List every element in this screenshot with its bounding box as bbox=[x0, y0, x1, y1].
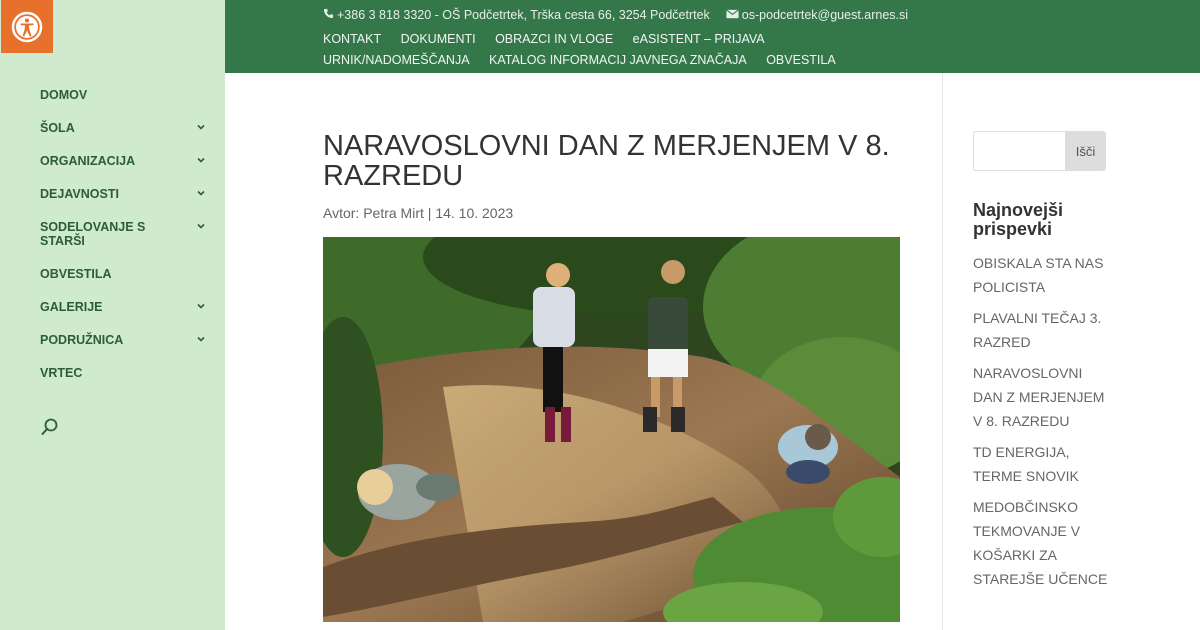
sidebar-item-label: PODRUŽNICA bbox=[40, 333, 124, 347]
top-nav-link-6[interactable]: OBVESTILA bbox=[766, 53, 836, 67]
accessibility-button[interactable] bbox=[1, 0, 53, 53]
email-text: os-podcetrtek@guest.arnes.si bbox=[741, 8, 909, 22]
email-link[interactable] bbox=[726, 8, 908, 22]
sidebar-item-5[interactable] bbox=[40, 267, 210, 281]
accessibility-icon bbox=[11, 11, 43, 43]
meta-separator: | bbox=[427, 205, 432, 221]
search-icon bbox=[40, 417, 60, 437]
sidebar-item-4[interactable] bbox=[40, 220, 210, 248]
sidebar-item-label: ORGANIZACIJA bbox=[40, 154, 136, 168]
sidebar-search-form bbox=[973, 131, 1106, 171]
top-nav-link-1[interactable]: DOKUMENTI bbox=[400, 32, 476, 46]
top-nav-link-0[interactable]: KONTAKT bbox=[323, 32, 382, 46]
chevron-down-icon[interactable] bbox=[196, 334, 206, 344]
envelope-icon bbox=[726, 8, 739, 22]
phone-address-text: +386 3 818 3320 - OŠ Podčetrtek, Trška cesta 66, 3254 Podčetrtek bbox=[337, 8, 710, 22]
sidebar-item-label: GALERIJE bbox=[40, 300, 103, 314]
sidebar-item-7[interactable] bbox=[40, 333, 210, 347]
recent-posts-list bbox=[973, 251, 1108, 591]
recent-post-link[interactable]: OBISKALA STA NAS POLICISTA bbox=[973, 255, 1104, 295]
sidebar-item-0[interactable] bbox=[40, 88, 210, 102]
top-header bbox=[225, 0, 1200, 73]
top-nav-link-3[interactable]: eASISTENT – PRIJAVA bbox=[632, 32, 765, 46]
search-input[interactable] bbox=[973, 131, 1065, 171]
left-sidebar bbox=[0, 0, 225, 630]
recent-post-link[interactable]: MEDOBČINSKO TEKMOVANJE V KOŠARKI ZA STAREJŠE UČENCE bbox=[973, 499, 1108, 587]
recent-post-link[interactable]: NARAVOSLOVNI DAN Z MERJENJEM V 8. RAZREDU bbox=[973, 365, 1105, 429]
sidebar-item-8[interactable] bbox=[40, 366, 210, 380]
top-nav-link-5[interactable]: KATALOG INFORMACIJ JAVNEGA ZNAČAJA bbox=[489, 53, 747, 67]
chevron-down-icon[interactable] bbox=[196, 188, 206, 198]
chevron-down-icon[interactable] bbox=[196, 122, 206, 132]
post-title: NARAVOSLOVNI DAN Z MERJENJEM V 8. RAZREDU bbox=[323, 130, 890, 192]
sidebar-item-1[interactable] bbox=[40, 121, 210, 135]
sidebar-item-label: DOMOV bbox=[40, 88, 88, 102]
top-nav-link-4[interactable]: URNIK/NADOMEŠČANJA bbox=[323, 53, 470, 67]
chevron-down-icon[interactable] bbox=[196, 301, 206, 311]
main-navigation bbox=[40, 88, 210, 399]
secondary-navigation bbox=[323, 29, 943, 71]
main-content bbox=[323, 73, 903, 622]
sidebar-item-label: OBVESTILA bbox=[40, 267, 112, 281]
search-button[interactable]: Išči bbox=[1065, 131, 1106, 171]
post-date: 14. 10. 2023 bbox=[435, 205, 514, 221]
featured-image[interactable] bbox=[323, 237, 900, 622]
sidebar-item-label: ŠOLA bbox=[40, 121, 75, 135]
sidebar-item-6[interactable] bbox=[40, 300, 210, 314]
post-meta bbox=[323, 205, 903, 221]
column-divider bbox=[942, 73, 943, 630]
contact-info bbox=[323, 8, 908, 22]
recent-post-link[interactable]: TD ENERGIJA, TERME SNOVIK bbox=[973, 444, 1079, 484]
recent-post-link[interactable]: PLAVALNI TEČAJ 3. RAZRED bbox=[973, 310, 1102, 350]
phone-icon bbox=[323, 8, 334, 22]
sidebar-item-label: SODELOVANJE S STARŠI bbox=[40, 220, 146, 248]
featured-image-illustration bbox=[323, 237, 900, 622]
chevron-down-icon[interactable] bbox=[196, 221, 206, 231]
sidebar-search-button[interactable] bbox=[40, 417, 60, 437]
author-link[interactable]: Petra Mirt bbox=[363, 205, 424, 221]
recent-posts-title: Najnovejši prispevki bbox=[973, 200, 1064, 239]
right-sidebar bbox=[973, 73, 1108, 598]
author-prefix: Avtor: bbox=[323, 205, 360, 221]
sidebar-item-label: DEJAVNOSTI bbox=[40, 187, 119, 201]
chevron-down-icon[interactable] bbox=[196, 155, 206, 165]
sidebar-item-2[interactable] bbox=[40, 154, 210, 168]
top-nav-link-2[interactable]: OBRAZCI IN VLOGE bbox=[495, 32, 614, 46]
sidebar-item-label: VRTEC bbox=[40, 366, 83, 380]
sidebar-item-3[interactable] bbox=[40, 187, 210, 201]
